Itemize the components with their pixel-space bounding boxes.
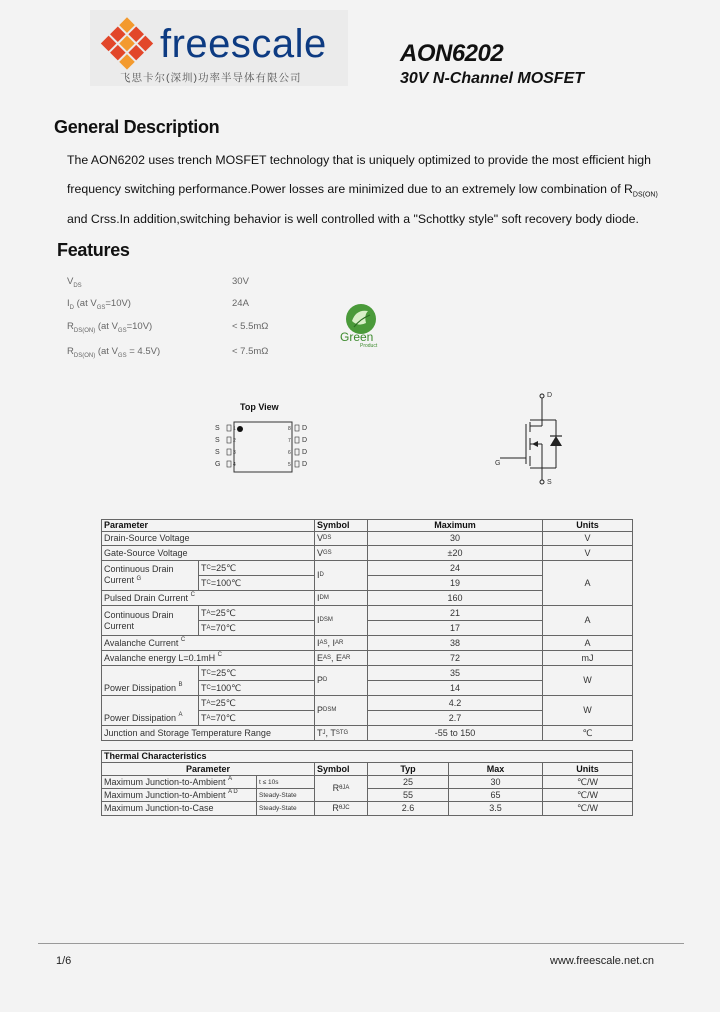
footer-website-link[interactable]: www.freescale.net.cn: [550, 955, 654, 967]
feature-vds-label: $V_{DS}$: [67, 276, 82, 289]
feature-id-label: $I_D$ (at $V_{GS}=10V$): [67, 298, 131, 311]
abs-max-vgs: ±20: [367, 545, 543, 561]
abs-sym-vds: V DS: [314, 531, 368, 546]
thermal-param-3: Maximum Junction-to-Case: [101, 801, 257, 816]
abs-max-id-100: 19: [367, 575, 543, 591]
abs-max-vds: 30: [367, 531, 543, 546]
abs-cond-id-25: T C =25℃: [198, 560, 315, 576]
package-left-pins: S S S G: [215, 425, 221, 468]
abs-unit-tj: ℃: [542, 725, 633, 741]
abs-param-idsm: Continuous Drain Current: [101, 605, 199, 636]
abs-cond-idsm-25: T A =25℃: [198, 605, 315, 621]
thermal-max-1: 30: [448, 775, 543, 789]
thermal-param-2: Maximum Junction-to-Ambient $^{A D}$: [101, 788, 257, 802]
abs-sym-pdsm: P DSM: [314, 695, 368, 726]
abs-param-eas: Avalanche energy L=0.1mH $^C$: [101, 650, 315, 666]
thermal-unit-1: ℃/W: [542, 775, 633, 789]
abs-unit-eas: mJ: [542, 650, 633, 666]
abs-unit-ias: A: [542, 635, 633, 651]
thermal-table: [101, 750, 633, 818]
description-line-3: and Crss.In addition,switching behavior is well controlled with a "Schottky style" soft recovery body diode.: [67, 212, 639, 226]
thermal-col-typ: Typ: [367, 762, 449, 776]
package-top-view: [210, 418, 315, 476]
abs-max-pd-100: 14: [367, 680, 543, 696]
abs-sym-pd: P D: [314, 665, 368, 696]
abs-cond-pd-25: T C =25℃: [198, 665, 315, 681]
feature-rdson45-value: < 7.5mΩ: [232, 346, 269, 357]
abs-sym-ias: I AS , I AR: [314, 635, 368, 651]
abs-max-idsm-70: 17: [367, 620, 543, 636]
abs-cond-pd-100: T C =100℃: [198, 680, 315, 696]
feature-rdson10-value: < 5.5mΩ: [232, 321, 269, 332]
schematic-source-label: S: [547, 479, 552, 486]
abs-unit-vds: V: [542, 531, 633, 546]
abs-cond-pdsm-70: T A =70℃: [198, 710, 315, 726]
abs-sym-tj: T J , T STG: [314, 725, 368, 741]
abs-max-pd-25: 35: [367, 665, 543, 681]
feature-rdson45-label: $R_{DS(ON)}$ (at $V_{GS} = 4.5V$): [67, 346, 161, 359]
abs-unit-idsm: A: [542, 605, 633, 636]
part-number: AON6202: [400, 40, 504, 67]
logo-chinese-name: 飞思卡尔(深圳)功率半导体有限公司: [120, 72, 302, 84]
package-right-pins: D D D D: [302, 425, 308, 468]
abs-param-idm: Pulsed Drain Current $^C$: [101, 590, 315, 606]
description-line-1: The AON6202 uses trench MOSFET technology that is uniquely optimized to provide the most efficient high: [67, 153, 651, 167]
thermal-cond-1: t ≤ 10s: [256, 775, 315, 789]
thermal-unit-2: ℃/W: [542, 788, 633, 802]
thermal-max-2: 65: [448, 788, 543, 802]
thermal-max-3: 3.5: [448, 801, 543, 816]
description-line-2: frequency switching performance.Power losses are minimized due to an extremely low combination of $R_{DS(ON)}$: [67, 182, 658, 199]
top-view-title: Top View: [240, 402, 279, 412]
abs-max-grid: [101, 519, 633, 738]
thermal-typ-3: 2.6: [367, 801, 449, 816]
abs-max-idsm-25: 21: [367, 605, 543, 621]
abs-col-units: Units: [542, 519, 633, 532]
abs-param-pdsm: Power Dissipation $^A$: [101, 695, 199, 726]
features-heading: Features: [57, 240, 130, 260]
thermal-col-units: Units: [542, 762, 633, 776]
abs-unit-vgs: V: [542, 545, 633, 561]
abs-sym-eas: E AS , E AR: [314, 650, 368, 666]
thermal-typ-1: 25: [367, 775, 449, 789]
abs-col-maximum: Maximum: [367, 519, 543, 532]
feature-id-value: 24A: [232, 298, 249, 309]
page-number: 1/6: [56, 955, 72, 967]
abs-param-vds: Drain-Source Voltage: [101, 531, 315, 546]
mosfet-schematic-icon: [490, 388, 580, 488]
feature-rdson10-label: $R_{DS(ON)}$ (at $V_{GS}=10V$): [67, 321, 153, 334]
thermal-param-1: Maximum Junction-to-Ambient $^A$: [101, 775, 257, 789]
abs-sym-vgs: V GS: [314, 545, 368, 561]
abs-param-ias: Avalanche Current $^C$: [101, 635, 315, 651]
abs-max-eas: 72: [367, 650, 543, 666]
package-right-pin-numbers: 8 7 6 5: [288, 426, 291, 468]
spacer: [0, 0, 1, 1]
schematic-gate-label: G: [495, 460, 501, 467]
general-description-heading: General Description: [54, 117, 220, 137]
package-left-pin-numbers: 1 2 3 4: [233, 426, 236, 468]
thermal-col-max: Max: [448, 762, 543, 776]
abs-max-pdsm-70: 2.7: [367, 710, 543, 726]
green-badge-sub: Product: [360, 343, 378, 349]
logo-wordmark: freescale: [160, 22, 327, 66]
thermal-col-parameter: Parameter: [101, 762, 315, 776]
thermal-col-symbol: Symbol: [314, 762, 368, 776]
abs-param-vgs: Gate-Source Voltage: [101, 545, 315, 561]
thermal-cond-3: Steady-State: [256, 801, 315, 816]
abs-max-idm: 160: [367, 590, 543, 606]
schematic-drain-label: D: [547, 392, 553, 399]
abs-sym-idsm: I DSM: [314, 605, 368, 636]
green-badge-label: Green: [340, 330, 374, 344]
abs-cond-pdsm-25: T A =25℃: [198, 695, 315, 711]
thermal-sym-rja: R θJA: [314, 775, 368, 802]
abs-cond-id-100: T C =100℃: [198, 575, 315, 591]
thermal-cond-2: Steady-State: [256, 788, 315, 802]
part-subtitle: 30V N-Channel MOSFET: [400, 70, 585, 87]
footer-divider: [38, 943, 684, 944]
thermal-typ-2: 55: [367, 788, 449, 802]
abs-max-tj: -55 to 150: [367, 725, 543, 741]
thermal-unit-3: ℃/W: [542, 801, 633, 816]
abs-max-id-25: 24: [367, 560, 543, 576]
abs-unit-id: A: [542, 560, 633, 606]
abs-param-pd: Power Dissipation $^B$: [101, 665, 199, 696]
feature-vds-value: 30V: [232, 276, 249, 287]
abs-param-id: Continuous Drain Current $^G$: [101, 560, 199, 591]
abs-col-symbol: Symbol: [314, 519, 368, 532]
abs-unit-pd: W: [542, 665, 633, 696]
abs-max-pdsm-25: 4.2: [367, 695, 543, 711]
abs-sym-idm: I DM: [314, 590, 368, 606]
abs-param-tj: Junction and Storage Temperature Range: [101, 725, 315, 741]
abs-sym-id: I D: [314, 560, 368, 591]
abs-max-ias: 38: [367, 635, 543, 651]
thermal-sym-rjc: R θJC: [314, 801, 368, 816]
abs-col-parameter: Parameter: [101, 519, 315, 532]
abs-cond-idsm-70: T A =70℃: [198, 620, 315, 636]
abs-unit-pdsm: W: [542, 695, 633, 726]
thermal-caption: Thermal Characteristics: [101, 750, 633, 763]
